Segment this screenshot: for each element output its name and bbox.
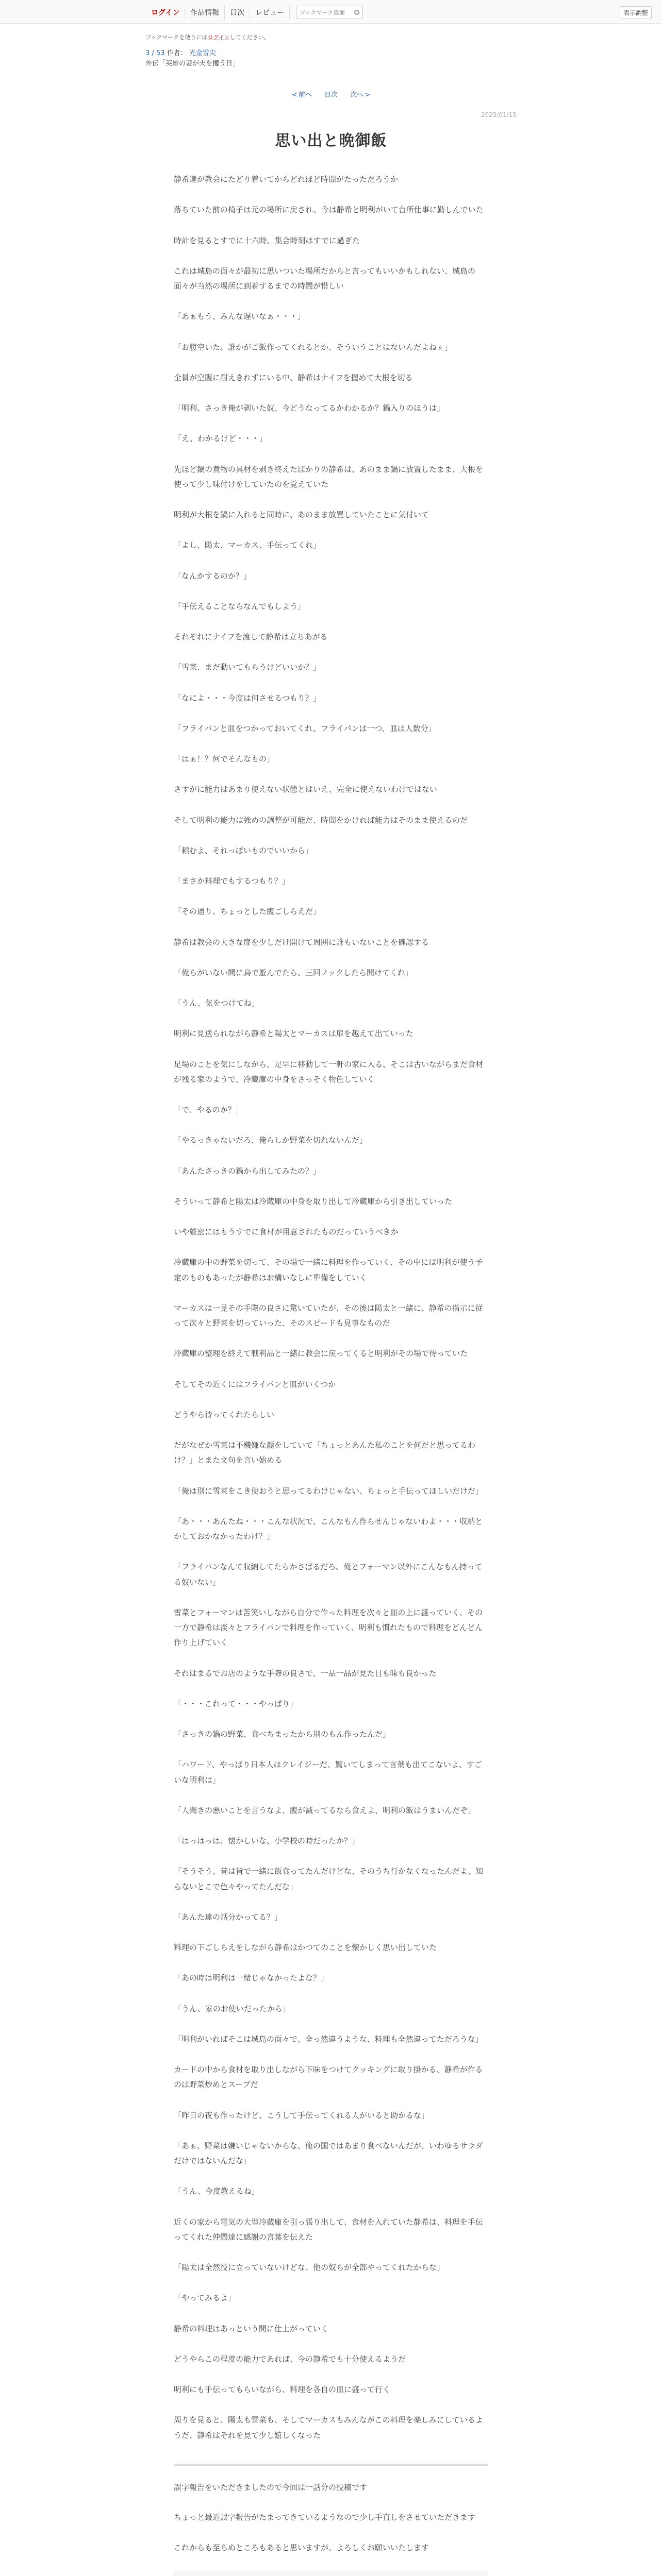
story-paragraph: 「雪菜、まだ動いてもらうけどいいか？」 bbox=[174, 663, 321, 672]
story-paragraph: 「人聞きの悪いことを言うなよ、腹が減ってるなら食えよ、明利の飯はうまいんだぞ」 bbox=[174, 1805, 476, 1815]
story-paragraph: 「そうそう、昔は皆で一緒に飯食ってたんだけどな、そのうち行かなくなったんだよ、知らないとこで色々やってたんだな」 bbox=[174, 1867, 484, 1891]
story-paragraph: 「で、やるのか？」 bbox=[174, 1105, 243, 1114]
story-paragraph: 「フライパンと皿をつかっておいてくれ、フライパンは一つ、皿は人数分」 bbox=[174, 723, 436, 733]
author-link[interactable]: 光金雪尖 bbox=[189, 49, 216, 57]
story-paragraph: 足場のことを気にしながら、足早に移動して一軒の家に入る、そこは古いながらまだ食材が残る家のようで、冷蔵庫の中身をさっそく物色していく bbox=[174, 1059, 484, 1084]
story-paragraph: 明利が大根を鍋に入れると同時に、あのまま放置していたことに気付いて bbox=[174, 510, 429, 519]
story-paragraph: 明利にも手伝ってもらいながら、料理を各自の皿に盛って行く bbox=[174, 2385, 391, 2394]
story-paragraph: 「あ・・・あんたね・・・こんな状況で、こんなもん作らせんじゃないわよ・・・収納とかしておかなかったわけ？」 bbox=[174, 1516, 483, 1541]
story-paragraph: 「その通り、ちょっとした腹ごしらえだ」 bbox=[174, 907, 321, 917]
story-paragraph: 「・・・これって・・・やっぱり」 bbox=[174, 1699, 298, 1708]
story-paragraph: どうやらこの程度の能力であれば、今の静希でも十分使えるようだ bbox=[174, 2354, 406, 2364]
story-paragraph: 「明利がいればそこは城島の面々で、全っ然違うような、料理も全然違ってただろうな」 bbox=[174, 2034, 483, 2044]
story-body bbox=[174, 172, 488, 2443]
story-paragraph: 「うん、家のお使いだったから」 bbox=[174, 2004, 290, 2013]
story-paragraph: 「うん、気をつけてね」 bbox=[174, 998, 259, 1008]
top-nav bbox=[146, 5, 363, 20]
story-paragraph: 明利に見送られながら静希と陽太とマーカスは扉を越えて出ていった bbox=[174, 1029, 413, 1039]
story-paragraph: 「俺は別に雪菜をこき使おうと思ってるわけじゃない、ちょっと手伝ってほしいだけだ」 bbox=[174, 1486, 484, 1496]
story-paragraph: それはまるでお店のような手際の良さで、一品一品が見た目も味も良かった bbox=[174, 1668, 437, 1678]
episode-count: 3 / 53 bbox=[145, 49, 165, 57]
story-paragraph: 全員が空腹に耐えきれずにいる中、静希はナイフを握めて大根を切る bbox=[174, 372, 413, 382]
story-paragraph: 「明利、さっき俺が剥いた奴、今どうなってるかわかるか？鍋入りのほうは」 bbox=[174, 403, 445, 413]
next-link[interactable]: 次へ > bbox=[350, 91, 370, 99]
story-paragraph: 「頼むよ、それっぽいものでいいから」 bbox=[174, 845, 313, 855]
story-paragraph: 「はっはっは、懐かしいな、小学校の時だったか？」 bbox=[174, 1836, 360, 1845]
top-bar bbox=[0, 0, 662, 24]
bookmark-search bbox=[296, 6, 363, 19]
search-icon[interactable] bbox=[354, 10, 359, 15]
story-paragraph: 「フライパンなんて収納してたらかさばるだろ、俺とフォーマン以外にこんなもん持ってる奴いない」 bbox=[174, 1562, 483, 1587]
display-settings-button[interactable]: 表示調整 bbox=[620, 6, 652, 19]
toc-link[interactable]: 目次 bbox=[225, 5, 250, 20]
story-paragraph: いや厳密にはもうすでに食材が用意されたものだっていうべきか bbox=[174, 1227, 399, 1236]
story-paragraph: 「え、わかるけど・・・」 bbox=[174, 434, 267, 444]
bookmark-add-input[interactable] bbox=[296, 6, 354, 19]
rating-panel bbox=[174, 2570, 488, 2576]
post-date: 2025/01/15 bbox=[481, 111, 517, 118]
bookmark-login-link[interactable]: ログイン bbox=[207, 34, 230, 41]
bookmark-note bbox=[145, 33, 517, 41]
story-paragraph: それぞれにナイフを渡して静希は立ちあがる bbox=[174, 632, 328, 641]
story-paragraph: 「うん、今度教えるね」 bbox=[174, 2187, 259, 2196]
breadcrumb bbox=[145, 48, 517, 69]
story-paragraph: 雪菜とフォーマンは苦笑いしながら自分で作った料理を次々と皿の上に盛っていく、その一方で静希は淡々とフライパンで料理を作っていく、明利も慣れたもので料理をどんどん作り上げていく bbox=[174, 1607, 483, 1648]
chapter-title: 外伝「英雄の妻が夫を攫う日」 bbox=[145, 59, 240, 67]
story-paragraph: マーカスは一見その手際の良さに驚いていたが、その後は陽太と一緒に、静希の指示に従って次々と野菜を切っていった、そのスピードも見事なものだ bbox=[174, 1303, 483, 1328]
story-paragraph: さすがに能力はあまり使えない状態とはいえ、完全に使えないわけではない bbox=[174, 785, 437, 794]
story-paragraph: 「やってみるよ」 bbox=[174, 2293, 236, 2303]
afterword-paragraph: ちょっと最近誤字報告がたまってきているようなので少し手直しをさせていただきます bbox=[174, 2513, 476, 2522]
story-paragraph: 静希は教会の大きな扉を少しだけ開けて周囲に誰もいないことを確認する bbox=[174, 937, 429, 947]
story-paragraph: 料理の下ごしらえをしながら静希はかつてのことを懐かしく思い出していた bbox=[174, 1943, 437, 1952]
story-paragraph: 「俺らがいない間に鳥で遊んでたら、三回ノックしたら開けてくれ」 bbox=[174, 968, 413, 977]
afterword-paragraph: これからも至らぬところもあると思いますが、よろしくお願いいたします bbox=[174, 2543, 429, 2552]
afterword bbox=[174, 2480, 488, 2555]
story-paragraph: 「なんかするのか？」 bbox=[174, 571, 252, 581]
story-paragraph: どうやら待ってくれたらしい bbox=[174, 1410, 275, 1419]
review-link[interactable]: レビュー bbox=[250, 5, 290, 20]
story-paragraph: 「さっきの鍋の野菜、食べちまったから別のもん作ったんだ」 bbox=[174, 1730, 391, 1739]
bookmark-note-prefix: ブックマークを使うには bbox=[145, 34, 208, 41]
story-paragraph: 時計を見るとすでに十六時、集合時刻はすでに過ぎた bbox=[174, 235, 360, 245]
story-title: 思い出と晩御飯 bbox=[275, 132, 387, 150]
story-paragraph: 「手伝えることならなんでもしよう」 bbox=[174, 601, 306, 611]
story-paragraph: 「お腹空いた。誰かがご飯作ってくれるとか、そういうことはないんだよねぇ」 bbox=[174, 342, 453, 352]
author-label: 作者： bbox=[167, 49, 187, 57]
story-paragraph: そして明利の能力は強めの調整が可能だ、時間をかければ能力はそのまま使えるのだ bbox=[174, 815, 468, 825]
login-link[interactable]: ログイン bbox=[146, 5, 185, 20]
story-paragraph: 「あんたさっきの鍋から出してみたの？」 bbox=[174, 1166, 321, 1176]
story-paragraph: 冷蔵庫の整理を終えて戦利品と一緒に教会に戻ってくると明利がその場で待っていた bbox=[174, 1349, 468, 1359]
prev-link[interactable]: < 前へ bbox=[292, 91, 312, 99]
story-paragraph: これは城島の面々が最初に思いついた場所だからと言ってもいいかもしれない、城島の面々が当然の場所に到着するまでの時間が惜しい bbox=[174, 266, 476, 291]
story-paragraph: 「ハワード、やっぱり日本人はクレイジーだ、驚いてしまって言葉も出てこないよ、すごいな明利は」 bbox=[174, 1760, 482, 1785]
story-paragraph: 周りを見ると、陽太も雪菜も、そしてマーカスもみんながこの料理を楽しみにしているようだ、静希はそれを見て少し嬉しくなった bbox=[174, 2415, 483, 2440]
story-paragraph: 「昨日の夜も作ったけど、こうして手伝ってくれる人がいると助かるな」 bbox=[174, 2110, 429, 2120]
story-paragraph: 「はぁ！？何でそんなもの」 bbox=[174, 754, 275, 764]
story-paragraph: 静希達が教会にたどり着いてからどれほど時間がたっただろうか bbox=[174, 175, 399, 184]
story-paragraph: 「あぁもう、みんな遅いなぁ・・・」 bbox=[174, 312, 305, 321]
story-paragraph: 「なによ・・・今度は何させるつもり？」 bbox=[174, 693, 321, 703]
story-paragraph: 「まさか料理でもするつもり？」 bbox=[174, 876, 290, 886]
story-paragraph: 近くの家から電気の大型冷蔵庫を引っ張り出して、食材を入れていた静希は、料理を手伝ってくれた仲間達に感謝の言葉を伝えた bbox=[174, 2217, 483, 2242]
story-paragraph: 「あの時は明利は一緒じゃなかったよな？」 bbox=[174, 1973, 329, 1983]
story-paragraph: 「陽太は全然役に立っていないけどな、他の奴らが全部やってくれたからな」 bbox=[174, 2263, 445, 2272]
story-paragraph: 静希の料理はあっという間に仕上がっていく bbox=[174, 2324, 328, 2333]
story-paragraph: 冷蔵庫の中の野菜を切って、その場で一緒に料理を作っていく、その中には明利が使う予定のものもあったが静希はお構いなしに準備をしていく bbox=[174, 1258, 483, 1282]
toc-link-pager[interactable]: 目次 bbox=[324, 91, 338, 99]
story-paragraph: そういって静希と陽太は冷蔵庫の中身を取り出して冷蔵庫から引き出していった bbox=[174, 1196, 453, 1206]
story-paragraph: 先ほど鍋の煮物の具材を剥き終えたばかりの静希は、あのまま鍋に放置したまま、大根を使って少し味付けをしていたのを覚えていた bbox=[174, 464, 484, 489]
story-paragraph: そしてその近くにはフライパンと皿がいくつか bbox=[174, 1379, 336, 1389]
afterword-divider bbox=[174, 2464, 488, 2466]
story-paragraph: 「やるっきゃないだろ、俺らしか野菜を切れないんだ」 bbox=[174, 1136, 368, 1145]
story-paragraph: 「あぁ、野菜は嫌いじゃないからな、俺の国ではあまり食べないんだが、いわゆるサラダだけではないんだな」 bbox=[174, 2141, 483, 2165]
story-paragraph: カードの中から食材を取り出しながら下味をつけてクッキングに取り掛かる、静希が作るのは野菜炒めとスープだ bbox=[174, 2065, 483, 2090]
story-paragraph: 「よし、陽太、マーカス、手伝ってくれ」 bbox=[174, 540, 321, 550]
story-paragraph: だがなぜか雪菜は不機嫌な顔をしていて「ちょっとあんた私のことを何だと思ってるわけ？」とまた文句を言い始める bbox=[174, 1440, 476, 1465]
story-paragraph: 「あんた達の話分かってる？」 bbox=[174, 1912, 283, 1922]
story-paragraph: 落ちていた前の椅子は元の場所に戻され、今は静希と明利がいて台所仕事に勤しんでいた bbox=[174, 205, 484, 215]
afterword-paragraph: 誤字報告をいただきましたので今回は一話分の投稿です bbox=[174, 2482, 368, 2492]
bookmark-note-suffix: してください。 bbox=[229, 34, 270, 41]
work-info-link[interactable]: 作品情報 bbox=[185, 5, 225, 20]
pager-top bbox=[0, 89, 662, 99]
